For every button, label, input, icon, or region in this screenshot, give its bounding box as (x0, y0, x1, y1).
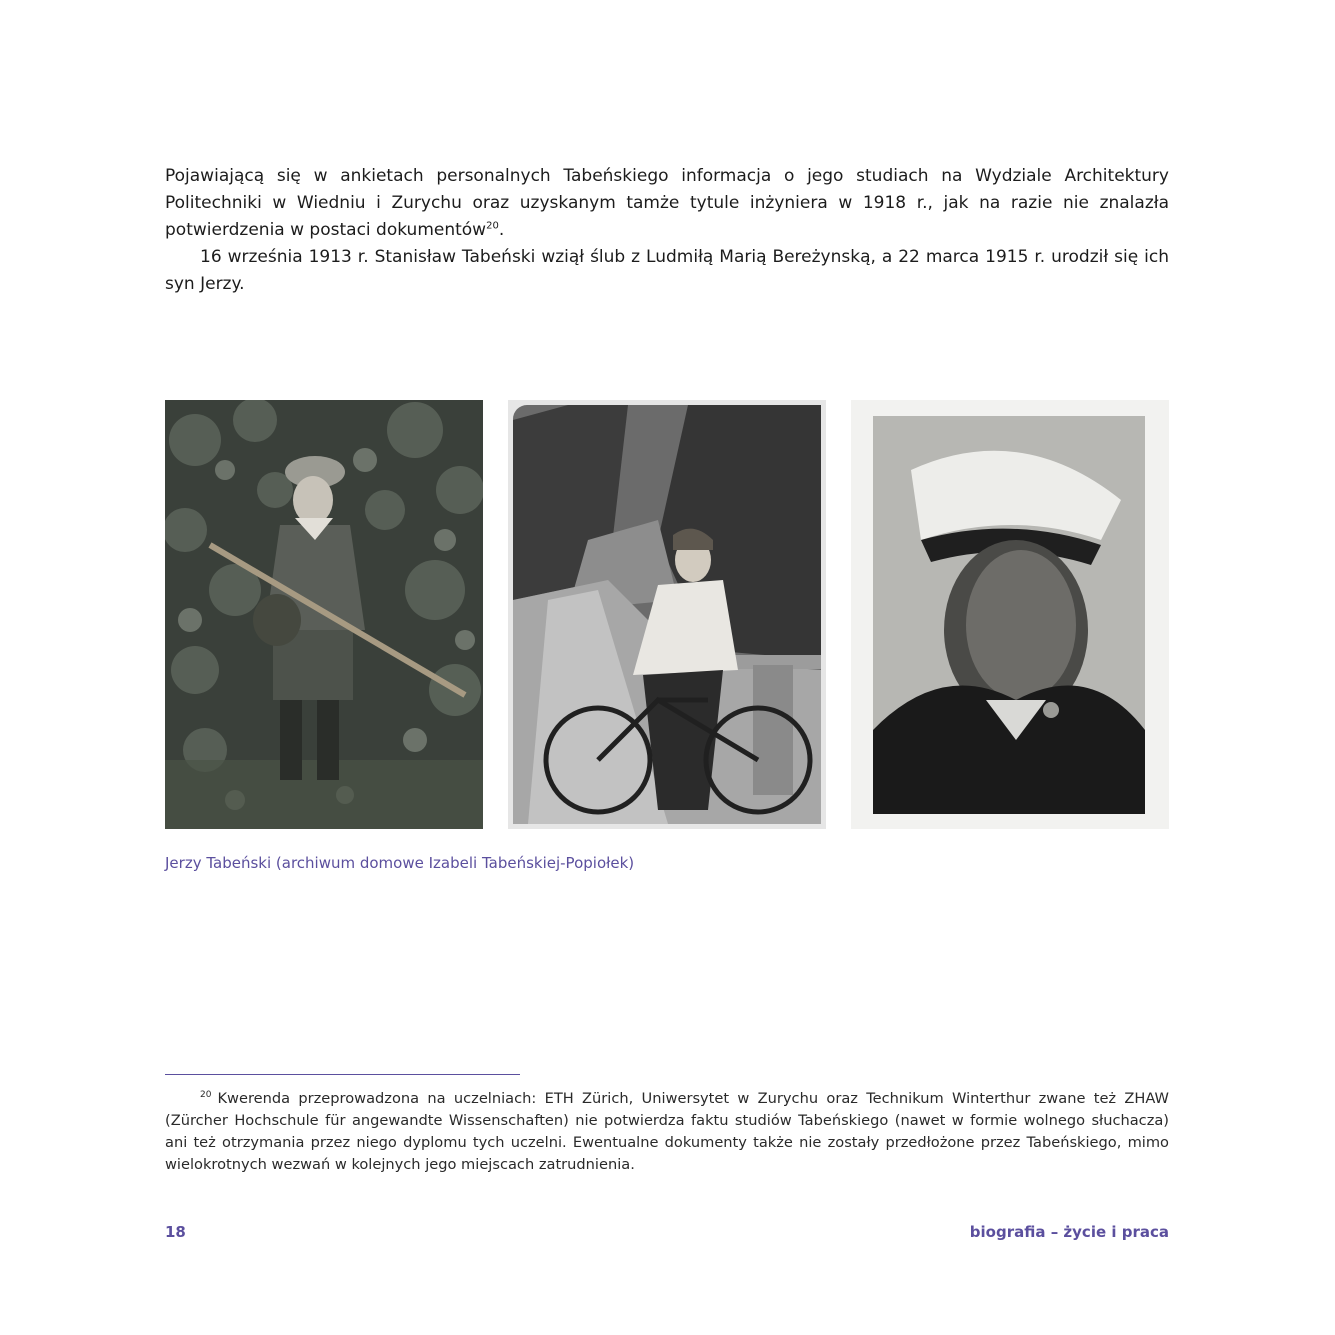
page-number: 18 (165, 1223, 186, 1241)
footnote-reference[interactable]: 20 (486, 220, 499, 232)
photo-boy-with-rifle (165, 400, 483, 829)
photo-teen-with-bicycle (508, 400, 826, 829)
running-title: biografia – życie i praca (969, 1223, 1169, 1241)
figure-caption: Jerzy Tabeński (archiwum domowe Izabeli Tabeńskiej-Popiołek) (165, 854, 635, 872)
footnote-number: 20 (200, 1090, 212, 1101)
footnote-text: Kwerenda przeprowadzona na uczelniach: ETH Zürich, Uniwersytet w Zurychu oraz Technikum Winterthur zwane też ZHAW (Zürcher Hochschule für angewandte Wissenschaften) nie potwierdza faktu studiów Tabeńskiego (nawet w formie wolnego słuchacza) ani też otrzymania przez niego dyplomu tych uczelni. Ewentualne dokumenty także nie zostały przedłożone przez Tabeńskiego, mimo wielokrotnych wezwań w kolejnych jego miejscach zatrudnienia. (165, 1090, 1169, 1173)
footnote (165, 1088, 1169, 1176)
paragraph-1: Pojawiającą się w ankietach personalnych Tabeńskiego informacja o jego studiach na Wydziale Architektury Politechniki w Wiedniu i Zurychu oraz uzyskanym tamże tytule inżyniera w 1918 r., jak na razie nie znalazła potwierdzenia w postaci dokumentów$^{20}$. (165, 166, 1169, 240)
photo-portrait-in-cap (851, 400, 1169, 829)
body-text (165, 163, 1169, 298)
paragraph-2: 16 września 1913 r. Stanisław Tabeński wziął ślub z Ludmiłą Marią Bereżynską, a 22 marca 1915 r. urodził się ich syn Jerzy. (165, 247, 1169, 294)
footnote-divider (165, 1074, 520, 1075)
